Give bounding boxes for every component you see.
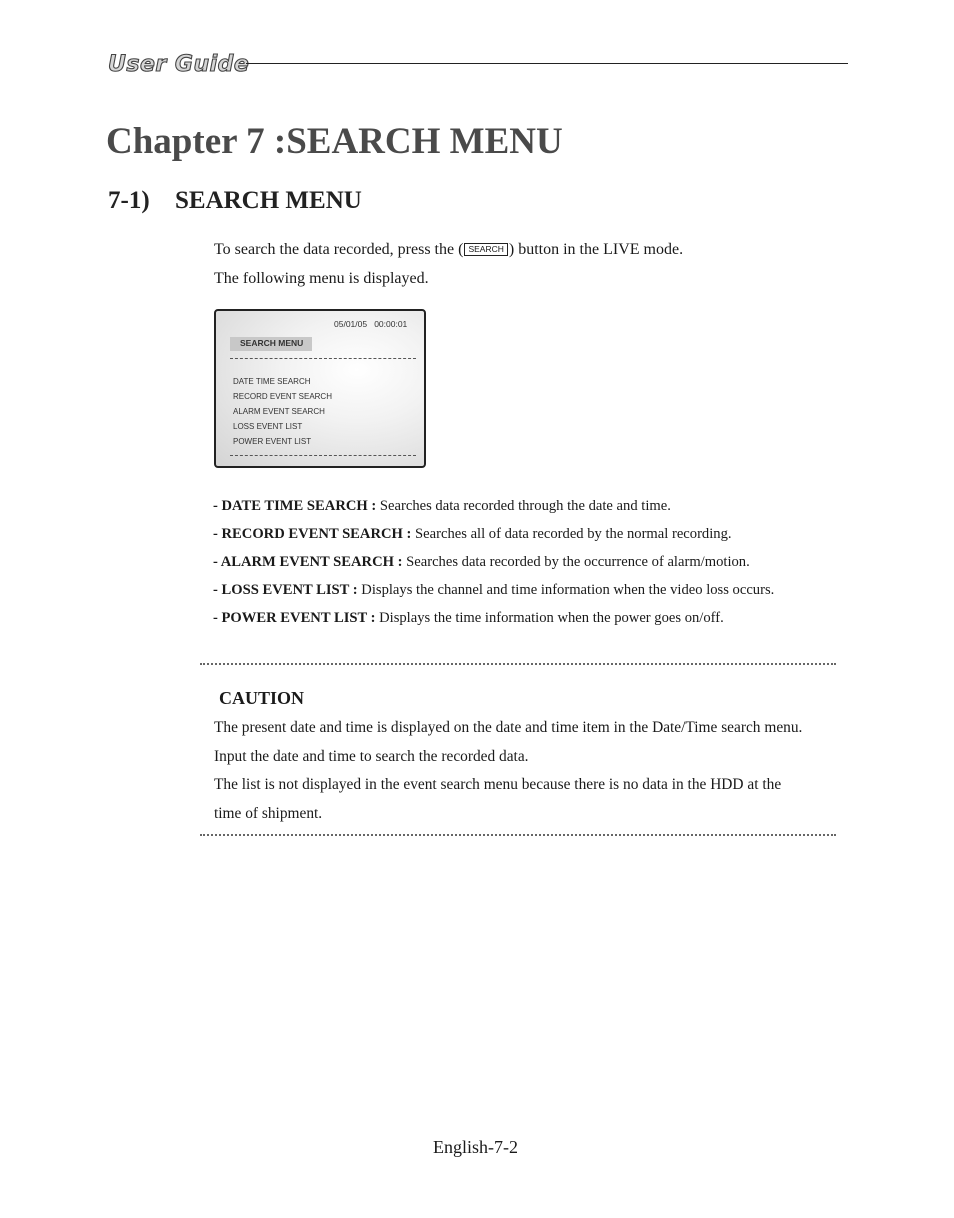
definition-item bbox=[213, 520, 774, 548]
search-button-icon: SEARCH bbox=[464, 243, 507, 256]
intro-line-1 bbox=[214, 241, 683, 259]
screen-title: SEARCH MENU bbox=[240, 338, 304, 348]
definition-term: - RECORD EVENT SEARCH : bbox=[213, 526, 412, 542]
chapter-title: Chapter 7 :SEARCH MENU bbox=[106, 121, 563, 162]
search-menu-screen bbox=[214, 309, 426, 468]
definition-item bbox=[213, 492, 774, 520]
screen-menu-item: POWER EVENT LIST bbox=[233, 437, 312, 446]
definition-term: - LOSS EVENT LIST : bbox=[213, 582, 358, 598]
screen-datetime bbox=[334, 319, 407, 329]
caution-body bbox=[214, 714, 802, 828]
intro-text-after: ) button in the LIVE mode. bbox=[508, 241, 684, 258]
user-guide-logo: User Guide bbox=[108, 52, 250, 77]
caution-title: CAUTION bbox=[219, 688, 305, 708]
definition-item bbox=[213, 548, 774, 576]
definition-item bbox=[213, 576, 774, 604]
screen-menu-item: DATE TIME SEARCH bbox=[233, 377, 311, 386]
definition-term: - ALARM EVENT SEARCH : bbox=[213, 554, 403, 570]
definition-desc: Searches data recorded by the occurrence of alarm/motion. bbox=[402, 554, 750, 570]
page-header bbox=[108, 50, 848, 80]
definition-list bbox=[213, 492, 774, 632]
caution-line: The present date and time is displayed on the date and time item in the Date/Time search menu. bbox=[214, 719, 803, 736]
definition-term: - DATE TIME SEARCH : bbox=[213, 498, 377, 514]
definition-desc: Searches all of data recorded by the normal recording. bbox=[411, 526, 732, 542]
screen-menu-list bbox=[233, 374, 332, 449]
section-number: 7-1) bbox=[108, 187, 150, 214]
intro-line-2: The following menu is displayed. bbox=[214, 270, 429, 287]
screen-menu-item: RECORD EVENT SEARCH bbox=[233, 392, 332, 401]
screen-divider-top bbox=[230, 358, 416, 359]
caution-line: The list is not displayed in the event search menu because there is no data in the HDD at the bbox=[214, 776, 782, 793]
caution-divider-top bbox=[200, 663, 836, 665]
caution-line: time of shipment. bbox=[214, 804, 323, 822]
definition-item bbox=[213, 604, 774, 632]
definition-desc: Searches data recorded through the date and time. bbox=[376, 498, 671, 514]
caution-divider-bottom bbox=[200, 834, 836, 836]
definition-term: - POWER EVENT LIST : bbox=[213, 610, 376, 626]
screen-date: 05/01/05 bbox=[334, 319, 368, 329]
definition-desc: Displays the channel and time information when the video loss occurs. bbox=[357, 582, 775, 598]
section-title: SEARCH MENU bbox=[175, 187, 362, 214]
screen-menu-item: ALARM EVENT SEARCH bbox=[233, 407, 325, 416]
screen-time: 00:00:01 bbox=[374, 319, 408, 329]
screen-title-bar bbox=[230, 337, 312, 351]
intro-text-before: To search the data recorded, press the ( bbox=[214, 241, 464, 258]
header-rule bbox=[246, 63, 848, 64]
screen-menu-item: LOSS EVENT LIST bbox=[233, 422, 303, 431]
screen-divider-bottom bbox=[230, 455, 416, 456]
page-number: English-7-2 bbox=[433, 1137, 518, 1157]
section-heading bbox=[108, 187, 362, 215]
definition-desc: Displays the time information when the power goes on/off. bbox=[375, 610, 724, 626]
caution-line: Input the date and time to search the recorded data. bbox=[214, 747, 529, 765]
